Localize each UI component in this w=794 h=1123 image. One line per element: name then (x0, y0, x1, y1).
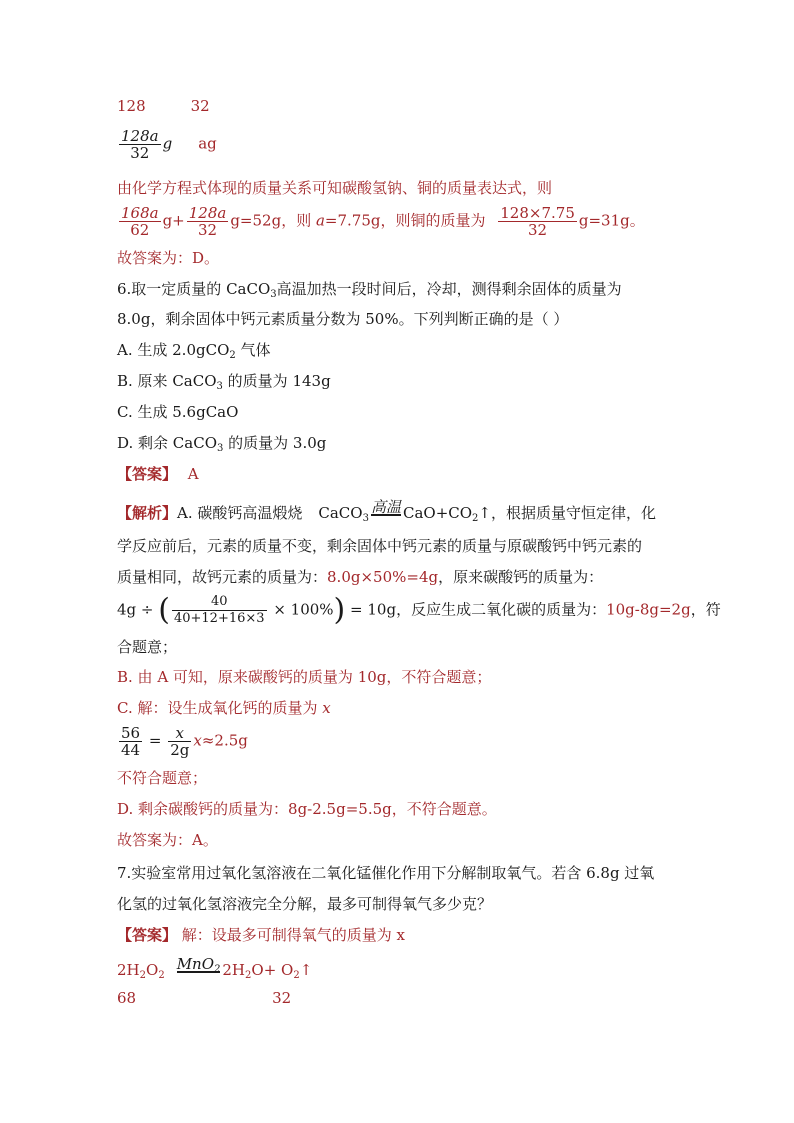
explanation-text: 由化学方程式体现的质量关系可知碳酸氢钠、铜的质量表达式，则 (117, 179, 553, 197)
mass-ratio-row (117, 96, 210, 116)
fraction: $\frac{x}{2g}$ (170, 724, 190, 759)
fraction: $\frac{56}{44}$ (121, 724, 141, 759)
option-d: D. 剩余 CaCO$_3$ 的质量为 3.0g (117, 434, 327, 454)
analysis-text: 学反应前后，元素的质量不变，剩余固体中钙元素的质量与原碳酸钙中钙元素的 (117, 537, 643, 555)
fraction: $\frac{128a}{32}$ (188, 204, 227, 239)
answer-tag: 【答案】 (117, 926, 178, 944)
mass-value: 32 (190, 97, 210, 115)
fraction: $\frac{128\times 7.75}{32}$ (500, 204, 575, 239)
fraction: $\frac{40}{40+12+16\times 3}$ (173, 594, 265, 626)
option-c: C. 生成 5.6gCaO (117, 403, 239, 421)
analysis-text: 质量相同，故钙元素的质量为：8.0g×50%=4g，原来碳酸钙的质量为： (117, 568, 604, 586)
question-stem: 8.0g，剩余固体中钙元素质量分数为 50%。下列判断正确的是（ ） (117, 310, 569, 328)
question-stem: 7.实验室常用过氧化氢溶液在二氧化锰催化作用下分解制取氧气。若含 6.8g 过氧 (117, 864, 655, 882)
answer-line (117, 925, 405, 945)
unit-text: g (162, 134, 173, 153)
analysis-text: 不符合题意； (117, 769, 208, 787)
question-stem: 化氢的过氧化氢溶液完全分解，最多可制得氧气多少克？ (117, 895, 493, 913)
option-b-analysis: B. 由 A 可知，原来碳酸钙的质量为 10g，不符合题意； (117, 668, 492, 686)
option-c-analysis: C. 解：设生成氧化钙的质量为 x (117, 699, 331, 717)
analysis-text: 合题意； (117, 638, 178, 656)
answer-text: 解：设最多可制得氧气的质量为 x (177, 926, 406, 944)
conclusion-text: 故答案为：A。 (117, 831, 218, 849)
mass-value: 128 (117, 97, 146, 115)
answer-value: A (187, 465, 199, 483)
answer-line (117, 464, 199, 484)
option-b: B. 原来 CaCO$_3$ 的质量为 143g (117, 372, 331, 392)
calculation-line: $\frac{168a}{62}$ g+ $\frac{128a}{32}$ g=52g，则 a=7.75g，则铜的质量为 $\frac{128\times 7.75}{32}$ g=31g。 (121, 204, 645, 239)
mass-ratio-row (117, 988, 291, 1008)
analysis-line: 【解析】A. 碳酸钙高温煅烧 CaCO$_3$ 高温 $CaO+CO_2↑$，根据质量守恒定律，化 (117, 498, 657, 524)
proportion-equation: $\frac{56}{44}$ = $\frac{x}{2g}$ x≈2.5g (121, 724, 248, 759)
option-a: A. 生成 2.0gCO$_2$ 气体 (117, 341, 271, 361)
mass-expression-row (117, 128, 217, 164)
analysis-tag: 【解析】 (117, 504, 178, 522)
mass-expression: ag (198, 134, 217, 153)
option-d-analysis: D. 剩余碳酸钙的质量为：8g-2.5g=5.5g，不符合题意。 (117, 800, 497, 818)
fraction: $\frac{168a}{62}$ (121, 204, 159, 239)
fraction: $\frac{128a}{32}$ (121, 127, 159, 162)
mass-value: 68 (117, 989, 137, 1007)
question-stem: 6.取一定质量的 CaCO$_3$高温加热一段时间后，冷却，测得剩余固体的质量为 (117, 280, 622, 300)
mass-value: 32 (272, 989, 292, 1007)
answer-tag: 【答案】 (117, 465, 178, 483)
calculation-line: 4g ÷ ( $\frac{40}{40+12+16\times 3}$ × 100%) = 10g，反应生成二氧化碳的质量为：10g-8g=2g，符 (117, 592, 721, 628)
chemical-equation: CaCO$_3$ 高温 $CaO+CO_2↑$ (318, 498, 491, 524)
conclusion-text: 故答案为：D。 (117, 249, 220, 267)
chemical-equation: $2H_2O_2$ MnO$_2$ $2H_2O+$ $O_2↑$ (117, 955, 313, 981)
